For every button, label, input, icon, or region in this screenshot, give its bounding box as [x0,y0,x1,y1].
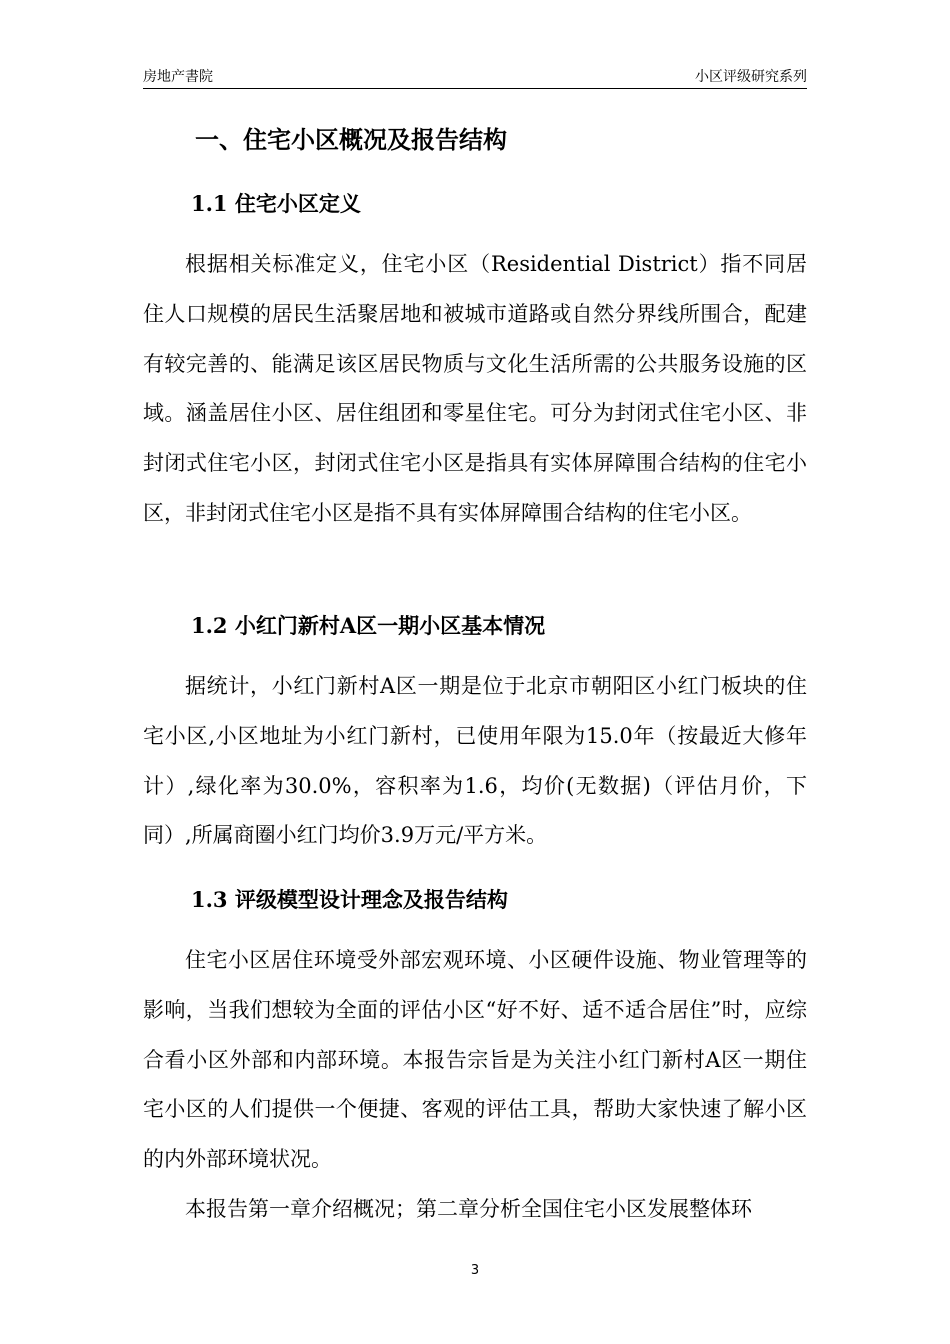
header-publisher: 房地产書院 [143,69,213,85]
header-divider [143,88,807,89]
header-series-title: 小区评级研究系列 [695,69,807,85]
section-paragraph: 本报告第一章介绍概况；第二章分析全国住宅小区发展整体环 [185,1197,752,1221]
chapter-title: 一、住宅小区概况及报告结构 [195,125,507,154]
section-paragraph: 根据相关标准定义，住宅小区（Residential District）指不同居住人口规模的居民生活聚居地和被城市道路或自然分界线所围合，配建有较完善的、能满足该区居民物质与文化生活所需的公共服务设施的区域。涵盖居住小区、居住组团和零星住宅。可分为封闭式住宅小区、非封闭式住宅小区，封闭式住宅小区是指具有实体屏障围合结构的住宅小区，非封闭式住宅小区是指不具有实体屏障围合结构的住宅小区。 [143,252,807,525]
page-number: 3 [470,1263,480,1278]
section-paragraph: 住宅小区居住环境受外部宏观环境、小区硬件设施、物业管理等的影响，当我们想较为全面的评估小区“好不好、适不适合居住”时，应综合看小区外部和内部环境。本报告宗旨是为关注小红门新村A区一期住宅小区的人们提供一个便捷、客观的评估工具，帮助大家快速了解小区的内外部环境状况。 [143,948,807,1172]
section-paragraph: 据统计，小红门新村A区一期是位于北京市朝阳区小红门板块的住宅小区,小区地址为小红门新村，已使用年限为15.0年（按最近大修年计）,绿化率为30.0%，容积率为1.6，均价(无数据)（评估月价，下同）,所属商圈小红门均价3.9万元/平方米。 [143,674,807,848]
section-heading: 1.3 评级模型设计理念及报告结构 [191,887,508,912]
page-header [143,66,807,88]
section-heading: 1.2 小红门新村A区一期小区基本情况 [191,613,546,638]
section-heading: 1.1 住宅小区定义 [191,191,361,216]
